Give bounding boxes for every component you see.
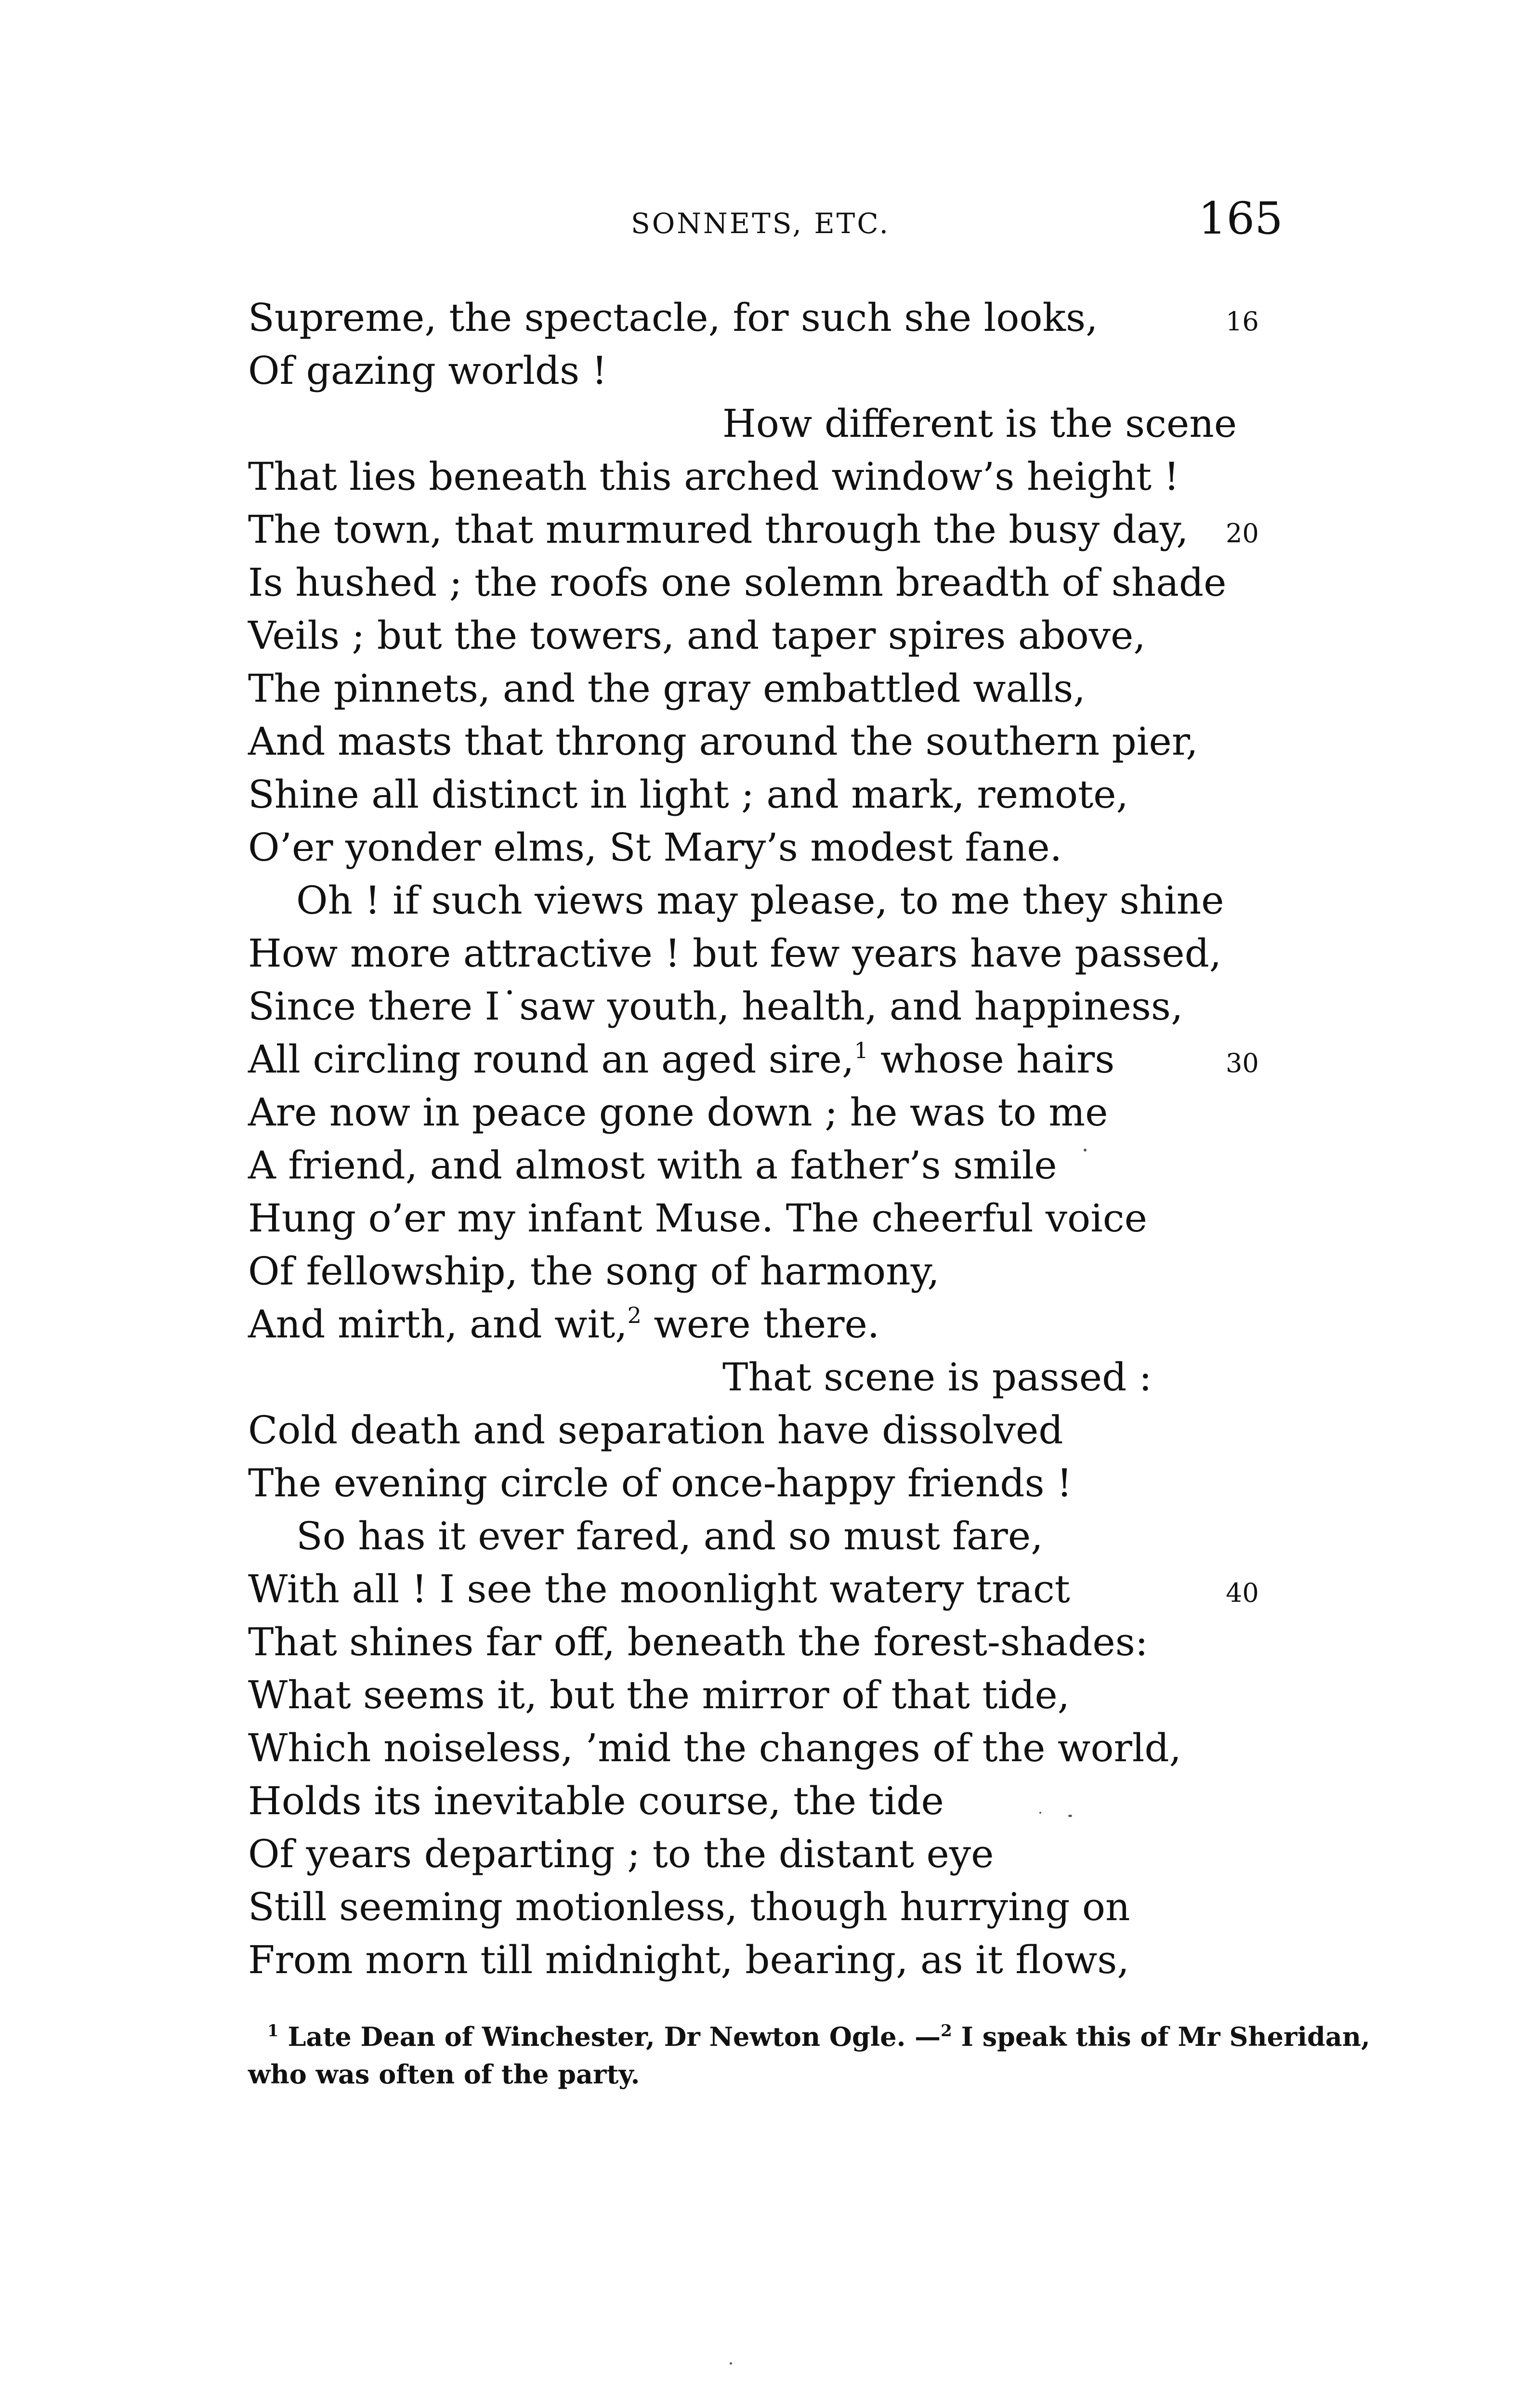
poem-line-main: All circling round an aged sire,	[248, 1037, 854, 1082]
poem-line	[248, 556, 1332, 609]
footnotes	[248, 2018, 1370, 2093]
poem-line-main: That scene is passed :	[722, 1355, 1152, 1400]
poem-line	[248, 1563, 1332, 1616]
poem-line-main: The evening circle of once-happy friends !	[248, 1461, 1073, 1505]
poem-line	[248, 1510, 1332, 1563]
poem-line-main: Shine all distinct in light ; and mark, remote,	[248, 772, 1128, 817]
poem-line-text	[248, 609, 1146, 662]
poem-line-text	[248, 1139, 1057, 1192]
poem-line-text	[296, 874, 1224, 927]
poem-line	[248, 1934, 1332, 1987]
poem-line-text	[248, 1669, 1070, 1722]
poem-line-text	[248, 291, 1098, 344]
poem-line-main: From morn till midnight, bearing, as it flows,	[248, 1937, 1129, 1982]
poem-line-text	[248, 1722, 1181, 1775]
poem-line-main: Veils ; but the towers, and taper spires above,	[248, 613, 1146, 658]
poem-line-continuation: whose hairs	[868, 1037, 1115, 1082]
poem-line-main: And masts that throng around the southern pier,	[248, 719, 1198, 764]
poem-line-text	[248, 1298, 879, 1351]
poem-line-text	[248, 1457, 1072, 1510]
poem-line-text	[248, 344, 607, 397]
poem-line-main: And mirth, and wit,	[248, 1302, 628, 1347]
poem-line	[248, 874, 1332, 927]
print-speck	[1039, 1812, 1041, 1814]
footnote-mark-1: 1	[267, 2021, 279, 2041]
footnote-line-2: who was often of the party.	[248, 2059, 640, 2090]
line-number: 40	[1226, 1578, 1259, 1608]
poem-line-main: Of years departing ; to the distant eye	[248, 1832, 994, 1876]
poem-line-main: What seems it, but the mirror of that tide,	[248, 1673, 1070, 1717]
poem-line	[248, 1457, 1332, 1510]
poem-line-main: Oh ! if such views may please, to me they shine	[296, 878, 1224, 923]
poem-line-text	[248, 1881, 1130, 1934]
poem-line-main: Cold death and separation have dissolved	[248, 1408, 1063, 1453]
poem-line-text	[248, 980, 1183, 1033]
poem-line-main: With all ! I see the moonlight watery tract	[248, 1567, 1070, 1611]
poem-line-text	[722, 397, 1237, 450]
poem-line-main: Are now in peace gone down ; he was to me	[248, 1090, 1108, 1135]
poem-line-text	[248, 1404, 1063, 1457]
poem-line	[248, 1722, 1332, 1775]
poem-line	[248, 1298, 1332, 1351]
poem-line	[248, 1775, 1332, 1828]
poem-line	[248, 1139, 1332, 1192]
print-speck	[1084, 1149, 1087, 1152]
poem-line	[248, 715, 1332, 768]
poem-line-main: That lies beneath this arched window’s height !	[248, 454, 1179, 499]
poem-line	[248, 397, 1332, 450]
poem-line-text	[248, 503, 1189, 556]
poem-line-text	[248, 927, 1221, 980]
poem-line-text	[248, 1775, 944, 1828]
poem-line-text	[248, 662, 1086, 715]
poem-line-main: That shines far off, beneath the forest-shades:	[248, 1620, 1148, 1664]
print-speck	[1068, 1815, 1072, 1817]
poem-line	[248, 503, 1332, 556]
poem-line	[248, 1245, 1332, 1298]
poem-line-text	[248, 821, 1062, 874]
poem-line-text	[248, 1828, 994, 1881]
poem-line-text	[248, 1563, 1070, 1616]
poem-line	[248, 1033, 1332, 1086]
poem-line-main: A friend, and almost with a father’s smile	[248, 1143, 1057, 1188]
poem-line-main: Supreme, the spectacle, for such she looks,	[248, 295, 1098, 340]
poem-body	[248, 291, 1332, 1987]
poem-line-text	[248, 1616, 1148, 1669]
footnote-mark-2: 2	[941, 2021, 952, 2041]
poem-line-main: Holds its inevitable course, the tide	[248, 1779, 944, 1823]
poem-line	[248, 450, 1332, 503]
poem-line	[248, 1828, 1332, 1881]
poem-line-text	[248, 556, 1226, 609]
poem-line-text	[248, 1033, 1114, 1086]
poem-line-main: How different is the scene	[722, 401, 1237, 446]
poem-line	[248, 821, 1332, 874]
poem-line	[248, 1086, 1332, 1139]
poem-line-text	[248, 1192, 1147, 1245]
poem-line	[248, 662, 1332, 715]
poem-line-main: How more attractive ! but few years have passed,	[248, 931, 1222, 976]
poem-line-text	[248, 1245, 940, 1298]
footnote-reference: 2	[627, 1302, 642, 1328]
poem-line-text	[722, 1351, 1152, 1404]
poem-line-main: Of fellowship, the song of harmony,	[248, 1249, 940, 1294]
poem-line-text	[248, 768, 1128, 821]
poem-line-main: So has it ever fared, and so must fare,	[296, 1514, 1043, 1558]
footnote-reference: 1	[854, 1037, 868, 1063]
poem-line	[248, 1616, 1332, 1669]
poem-line-text	[248, 715, 1198, 768]
poem-line-main: Since there I˙saw youth, health, and happiness,	[248, 984, 1183, 1029]
poem-line-text	[296, 1510, 1043, 1563]
line-number: 30	[1226, 1048, 1259, 1078]
poem-line-main: Which noiseless, ’mid the changes of the world,	[248, 1726, 1181, 1770]
poem-line	[248, 609, 1332, 662]
line-number: 20	[1226, 518, 1259, 549]
line-number: 16	[1226, 306, 1259, 337]
poem-line	[248, 291, 1332, 344]
page-number: 165	[1198, 193, 1283, 244]
poem-line-main: The town, that murmured through the busy day,	[248, 507, 1189, 552]
poem-line	[248, 1669, 1332, 1722]
poem-line-main: O’er yonder elms, St Mary’s modest fane.	[248, 825, 1062, 870]
poem-line-text	[248, 1934, 1129, 1987]
poem-line-main: Is hushed ; the roofs one solemn breadth of shade	[248, 560, 1227, 605]
print-speck	[730, 2362, 732, 2365]
poem-line-continuation: were there.	[641, 1302, 880, 1347]
footnote-2-text: I speak this of Mr Sheridan,	[952, 2021, 1370, 2052]
poem-line	[248, 1881, 1332, 1934]
footnote-line-1	[248, 2018, 1370, 2055]
footnote-1-text: Late Dean of Winchester, Dr Newton Ogle. —	[278, 2021, 941, 2052]
poem-line	[248, 980, 1332, 1033]
poem-line-main: Hung o’er my infant Muse. The cheerful voice	[248, 1196, 1147, 1241]
poem-line-text	[248, 1086, 1108, 1139]
poem-line-text	[248, 450, 1179, 503]
poem-line-main: The pinnets, and the gray embattled walls,	[248, 666, 1086, 711]
poem-line	[248, 768, 1332, 821]
running-head: SONNETS, ETC.	[631, 207, 891, 240]
poem-line	[248, 1351, 1332, 1404]
poem-line	[248, 1192, 1332, 1245]
poem-line	[248, 1404, 1332, 1457]
poem-line	[248, 927, 1332, 980]
poem-line	[248, 344, 1332, 397]
poem-line-main: Of gazing worlds !	[248, 348, 607, 393]
poem-line-main: Still seeming motionless, though hurrying on	[248, 1885, 1130, 1929]
